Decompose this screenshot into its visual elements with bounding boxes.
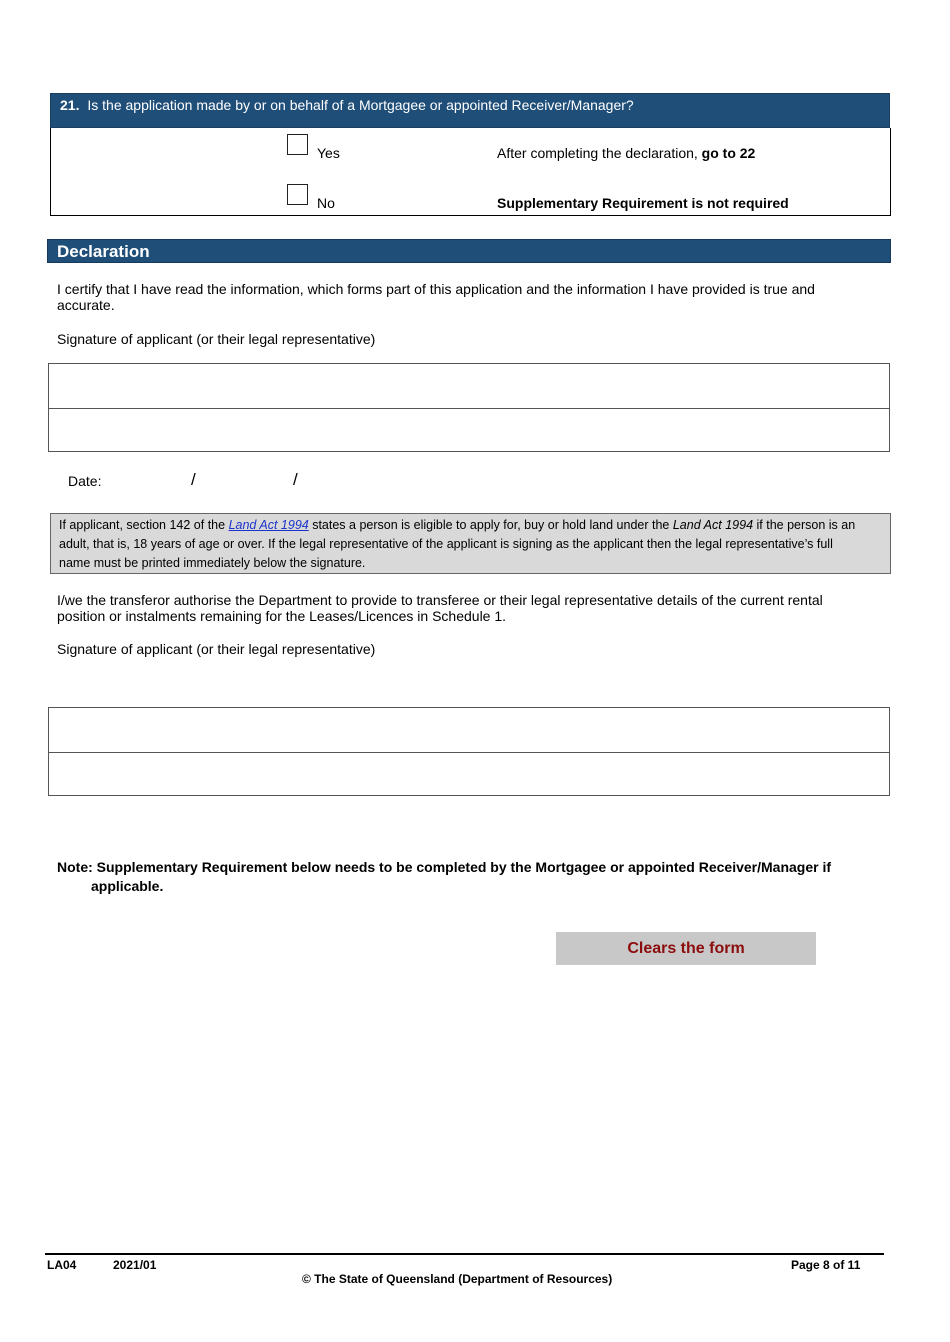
certify-statement [57,281,815,313]
date-separator-1: / [191,470,196,489]
signature-box-1[interactable] [48,363,890,452]
form-code: LA04 [47,1258,77,1272]
yes-checkbox[interactable] [287,134,308,155]
signature-box-2[interactable] [48,707,890,796]
clear-form-button[interactable]: Clears the form [556,932,816,965]
declaration-heading: Declaration [47,239,891,263]
certify-line-1: I certify that I have read the information, which forms part of this application and the information I have provided is true and [57,281,815,297]
land-act-italic: Land Act 1994 [672,518,754,532]
authorise-statement [57,592,823,624]
notice-line-3: name must be printed immediately below the signature. [59,556,366,570]
note-line-2: applicable. [91,878,164,894]
signature-label-1: Signature of applicant (or their legal representative) [57,331,376,347]
yes-instruction-text: After completing the declaration, [497,145,702,161]
signature-label-2: Signature of applicant (or their legal representative) [57,641,376,657]
date-label: Date: [68,473,102,489]
question-number: 21. [60,97,80,113]
no-checkbox[interactable] [287,184,308,205]
notice-text-1: If applicant, section 142 of the [59,518,229,532]
question-21-header [50,93,890,128]
authorise-line-1: I/we the transferor authorise the Department to provide to transferee or their legal representative details of the current rental [57,592,823,608]
notice-line-1 [59,516,890,535]
yes-instruction-goto: go to 22 [701,145,756,161]
supplementary-note [57,858,831,896]
notice-text-3: if the person is an [753,518,856,532]
certify-line-2: accurate. [57,297,115,313]
question-text: Is the application made by or on behalf of a Mortgagee or appointed Receiver/Manager? [87,97,634,113]
page-number: Page 8 of 11 [791,1258,861,1272]
notice-line-2: adult, that is, 18 years of age or over. If the legal representative of the applicant is signing as the applicant then the legal representative’s full [59,537,833,551]
footer-rule [45,1253,884,1255]
notice-text-2: states a person is eligible to apply for, buy or hold land under the [308,518,673,532]
age-eligibility-notice [50,513,891,574]
no-label: No [317,195,335,211]
date-separator-2: / [293,470,298,489]
no-instruction: Supplementary Requirement is not required [497,195,789,211]
land-act-link[interactable]: Land Act 1994 [228,518,309,532]
authorise-line-2: position or instalments remaining for the Leases/Licences in Schedule 1. [57,608,507,624]
note-line-1: Note: Supplementary Requirement below needs to be completed by the Mortgagee or appointed Receiver/Manager if [57,859,832,875]
yes-label: Yes [317,145,340,161]
yes-instruction [497,145,755,161]
form-version: 2021/01 [113,1258,157,1272]
copyright: © The State of Queensland (Department of Resources) [302,1272,613,1286]
